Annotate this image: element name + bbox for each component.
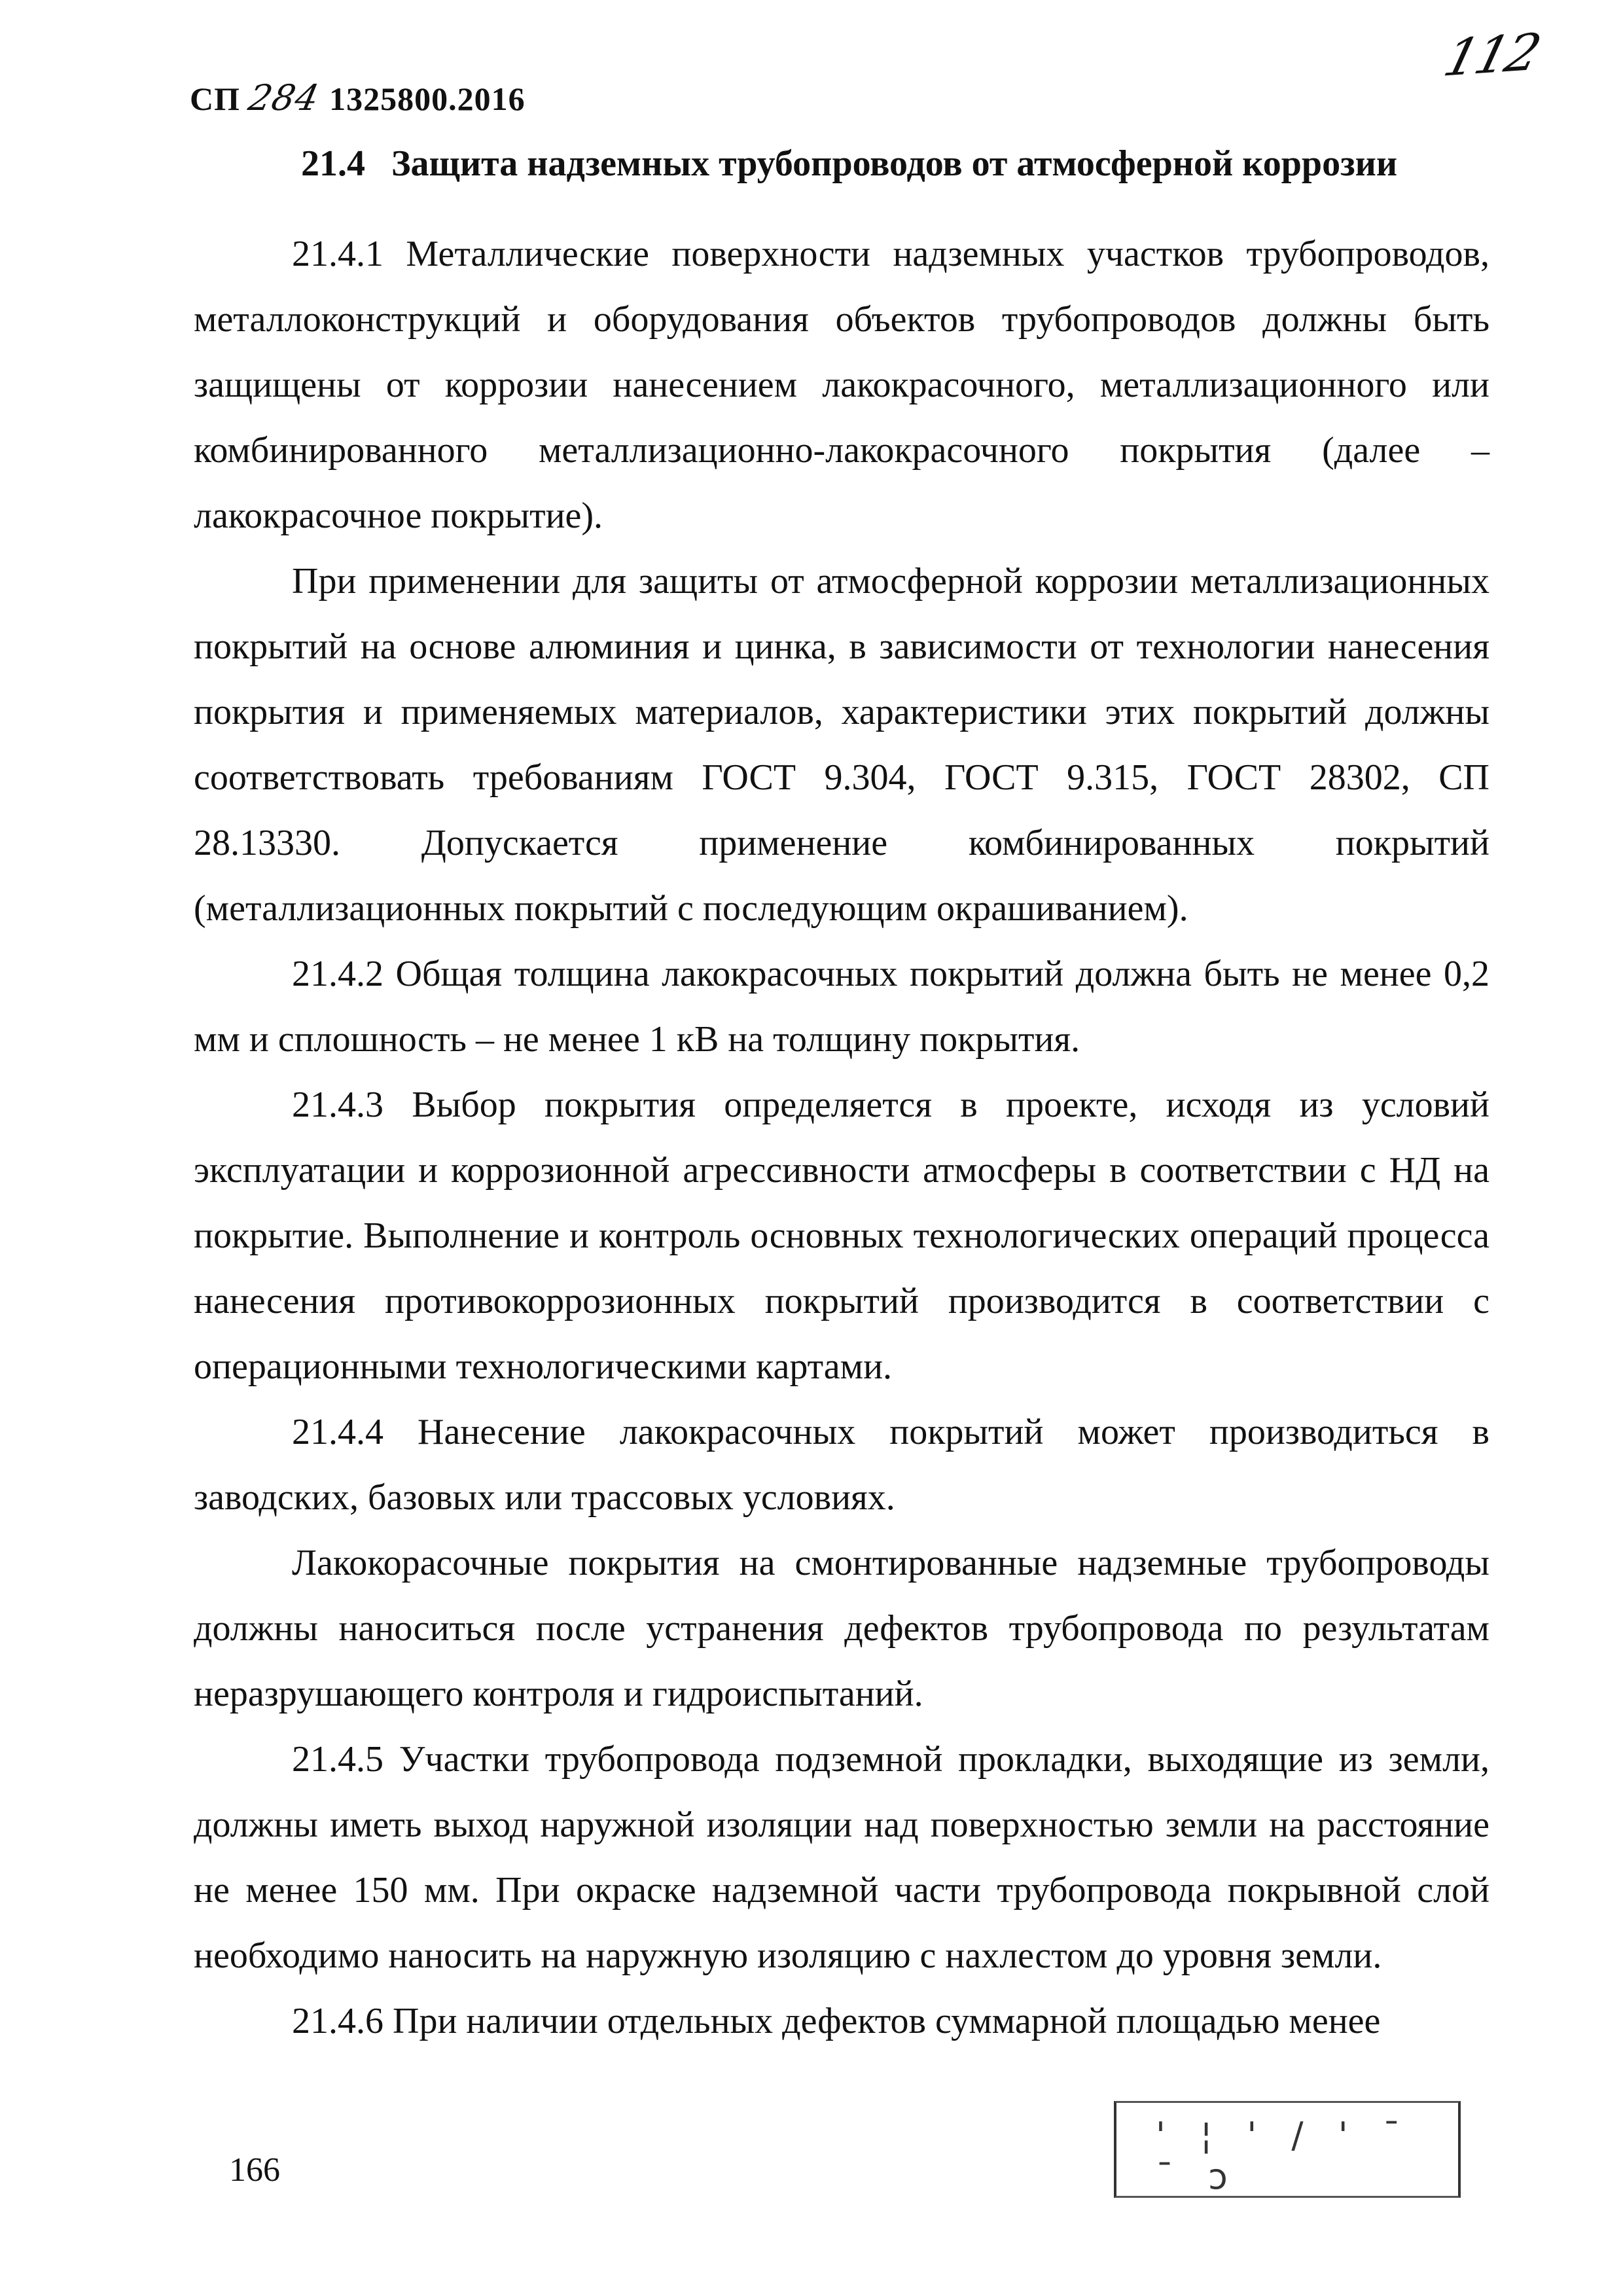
paragraph-21-4-4: 21.4.4 Нанесение лакокрасочных покрытий может производиться в заводских, базовых или трассовых условиях. — [194, 1412, 1489, 1518]
handwritten-standard-number: 284 — [245, 77, 323, 118]
page-number: 166 — [229, 2151, 280, 2189]
document-code-header — [190, 77, 526, 118]
handwritten-sheet-number: 112 — [1438, 23, 1544, 88]
paragraph-metallization: При применении для защиты от атмосферной коррозии металлизационных покрытий на основе алюминия и цинка, в зависимости от технологии нанесения покрытия и применяемых материалов, характеристики этих покрытий должны соответствовать требованиям ГОСТ 9.304, ГОСТ 9.315, ГОСТ 28302, СП 28.13330. Допускается применение комбинированных покрытий (металлизационных покрытий с последующим окрашиванием). — [194, 561, 1489, 929]
header-code: 1325800.2016 — [329, 81, 526, 117]
paragraph-21-4-6: 21.4.6 При наличии отдельных дефектов суммарной площадью менее — [292, 2001, 1381, 2041]
paragraph-21-4-2: 21.4.2 Общая толщина лакокрасочных покрытий должна быть не менее 0,2 мм и сплошность – не менее 1 кВ на толщину покрытия. — [194, 954, 1489, 1060]
paragraph-21-4-5: 21.4.5 Участки трубопровода подземной прокладки, выходящие из земли, должны иметь выход наружной изоляции над поверхностью земли на расстояние не менее 150 мм. При окраске надземной части трубопровода покрывной слой необходимо наносить на наружную изоляцию с нахлестом до уровня земли. — [194, 1739, 1489, 1976]
paragraph-21-4-3: 21.4.3 Выбор покрытия определяется в проекте, исходя из условий эксплуатации и коррозионной агрессивности атмосферы в соответствии с НД на покрытие. Выполнение и контроль основных технологических операций процесса нанесения противокоррозионных покрытий производится в соответствии с операционными технологическими картами. — [194, 1085, 1489, 1387]
stamp-marks: ' ¦ ' / ' ˉ ˉ ɔ — [1156, 2115, 1412, 2197]
body-text — [194, 221, 1489, 2054]
section-number: 21.4 — [301, 143, 365, 184]
section-title-text: Защита надземных трубопроводов от атмосферной коррозии — [391, 143, 1398, 184]
stamp-box — [1114, 2101, 1461, 2198]
paragraph-21-4-1: 21.4.1 Металлические поверхности надземных участков трубопроводов, металлоконструкций и оборудования объектов трубопроводов должны быть защищены от коррозии нанесением лакокрасочного, металлизационного или комбинированного металлизационно-лакокрасочного покрытия (далее – лакокрасочное покрытие). — [194, 234, 1489, 536]
paragraph-mounted-pipelines: Лакокорасочные покрытия на смонтированные надземные трубопроводы должны наноситься после устранения дефектов трубопровода по результатам неразрушающего контроля и гидроиспытаний. — [194, 1543, 1489, 1714]
section-heading — [301, 143, 1397, 185]
header-prefix: СП — [190, 81, 240, 117]
